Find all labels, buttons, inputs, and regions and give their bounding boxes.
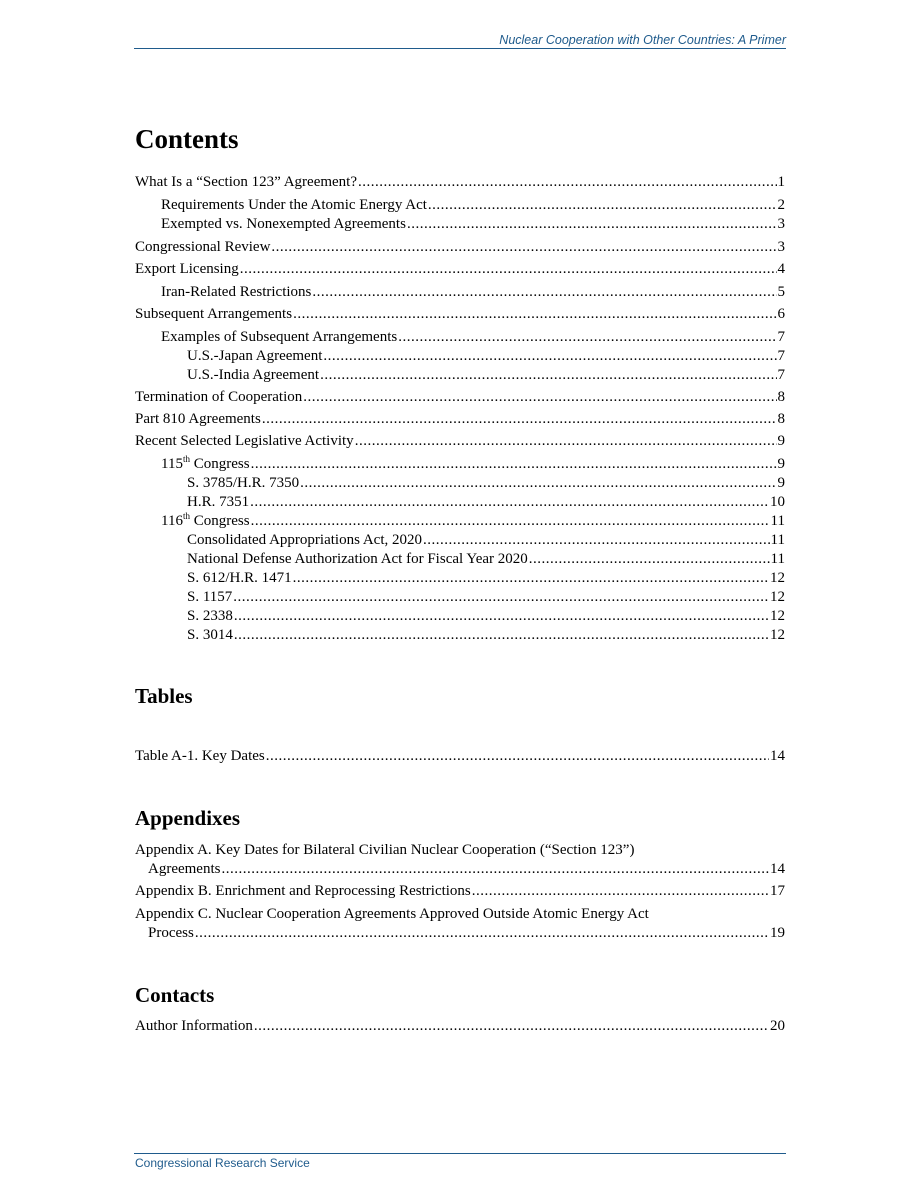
dot-leader xyxy=(293,305,776,324)
running-footer xyxy=(134,1153,786,1170)
page-number: 20 xyxy=(770,1018,785,1034)
page-number: 12 xyxy=(770,608,785,624)
dot-leader xyxy=(358,173,777,192)
page-number: 11 xyxy=(770,513,785,529)
dot-leader xyxy=(407,215,777,234)
toc-entry[interactable]: Termination of Cooperation ..... 8 xyxy=(135,388,785,407)
page-number: 3 xyxy=(777,239,785,255)
page-number: 12 xyxy=(770,589,785,605)
page-number: 12 xyxy=(770,570,785,586)
dot-leader xyxy=(423,531,770,550)
dot-leader xyxy=(529,550,770,569)
page-number: 6 xyxy=(777,306,785,322)
toc-entry[interactable]: Appendix B. Enrichment and Reprocessing Restrictions ..... 17 xyxy=(135,882,785,901)
dot-leader xyxy=(312,283,776,302)
dot-leader xyxy=(250,493,769,512)
dot-leader xyxy=(472,882,769,901)
toc-entry[interactable]: S. 1157 ..... 12 xyxy=(135,588,785,607)
dot-leader xyxy=(262,410,777,429)
dot-leader xyxy=(398,328,776,347)
toc-entry[interactable]: S. 3014 ..... 12 xyxy=(135,626,785,645)
running-header xyxy=(134,30,786,49)
page-number: 19 xyxy=(770,925,785,941)
toc-entry[interactable]: S. 612/H.R. 1471 ..... 12 xyxy=(135,569,785,588)
page-number: 4 xyxy=(777,261,785,277)
toc-entry[interactable]: Examples of Subsequent Arrangements ..... 7 xyxy=(135,328,785,347)
header-title: Nuclear Cooperation with Other Countries: A Primer xyxy=(499,33,786,47)
toc-entry[interactable]: U.S.-Japan Agreement ..... 7 xyxy=(135,347,785,366)
dot-leader xyxy=(240,260,777,279)
toc-entry[interactable]: Congressional Review ..... 3 xyxy=(135,238,785,257)
contents-heading: Contents xyxy=(135,124,239,154)
toc-entry[interactable]: 115th Congress ..... 9 xyxy=(135,455,785,474)
page-number: 5 xyxy=(777,284,785,300)
page-number: 3 xyxy=(777,216,785,232)
dot-leader xyxy=(300,474,776,493)
page-number: 17 xyxy=(770,883,785,899)
toc-entry[interactable]: Iran-Related Restrictions ..... 5 xyxy=(135,283,785,302)
toc-entry[interactable]: Author Information ..... 20 xyxy=(135,1017,785,1036)
dot-leader xyxy=(234,626,769,645)
page-number: 14 xyxy=(770,748,785,764)
toc-entry[interactable]: Requirements Under the Atomic Energy Act ..... 2 xyxy=(135,196,785,215)
toc-entry[interactable]: What Is a “Section 123” Agreement? ..... 1 xyxy=(135,173,785,192)
dot-leader xyxy=(428,196,777,215)
toc-entry[interactable]: S. 2338 ..... 12 xyxy=(135,607,785,626)
page-number: 11 xyxy=(770,532,785,548)
page-number: 9 xyxy=(777,433,785,449)
page-number: 8 xyxy=(777,411,785,427)
toc-entry[interactable]: Consolidated Appropriations Act, 2020 ..... 11 xyxy=(135,531,785,550)
page-number: 2 xyxy=(777,197,785,213)
page-number: 11 xyxy=(770,551,785,567)
dot-leader xyxy=(254,1017,769,1036)
page-number: 1 xyxy=(777,174,785,190)
contacts-heading: Contacts xyxy=(135,983,215,1007)
page-number: 12 xyxy=(770,627,785,643)
toc-entry[interactable]: Table A-1. Key Dates ..... 14 xyxy=(135,747,785,766)
page-number: 7 xyxy=(777,348,785,364)
page-number: 7 xyxy=(777,329,785,345)
dot-leader xyxy=(251,512,770,531)
appendixes-heading: Appendixes xyxy=(135,806,241,830)
dot-leader xyxy=(293,569,769,588)
toc-entry[interactable]: Export Licensing ..... 4 xyxy=(135,260,785,279)
toc-entry[interactable]: Exempted vs. Nonexempted Agreements ..... 3 xyxy=(135,215,785,234)
toc-entry[interactable]: U.S.-India Agreement ..... 7 xyxy=(135,366,785,385)
toc-entry[interactable]: Recent Selected Legislative Activity ..... 9 xyxy=(135,432,785,451)
dot-leader xyxy=(271,238,776,257)
dot-leader xyxy=(320,366,776,385)
dot-leader xyxy=(234,607,769,626)
page-number: 10 xyxy=(770,494,785,510)
dot-leader xyxy=(195,924,769,943)
dot-leader xyxy=(221,860,769,879)
footer-text: Congressional Research Service xyxy=(135,1156,310,1170)
dot-leader xyxy=(323,347,776,366)
toc-entry[interactable]: Subsequent Arrangements ..... 6 xyxy=(135,305,785,324)
toc-entry[interactable]: 116th Congress ..... 11 xyxy=(135,512,785,531)
toc-entry[interactable]: Appendix A. Key Dates for Bilateral Civilian Nuclear Cooperation (“Section 123”) Agreements ..... 14 xyxy=(135,841,785,879)
toc-entry[interactable]: National Defense Authorization Act for Fiscal Year 2020 ..... 11 xyxy=(135,550,785,569)
page-number: 7 xyxy=(777,367,785,383)
toc-entry[interactable]: H.R. 7351 ..... 10 xyxy=(135,493,785,512)
dot-leader xyxy=(266,747,769,766)
dot-leader xyxy=(355,432,777,451)
toc-entry[interactable]: Part 810 Agreements ..... 8 xyxy=(135,410,785,429)
tables-heading: Tables xyxy=(135,684,193,708)
toc-entry[interactable]: Appendix C. Nuclear Cooperation Agreements Approved Outside Atomic Energy Act Process ..... 19 xyxy=(135,905,785,943)
page-number: 9 xyxy=(777,456,785,472)
toc-entry[interactable]: S. 3785/H.R. 7350 ..... 9 xyxy=(135,474,785,493)
page-number: 14 xyxy=(770,861,785,877)
page-number: 8 xyxy=(777,389,785,405)
page-number: 9 xyxy=(777,475,785,491)
dot-leader xyxy=(233,588,769,607)
dot-leader xyxy=(303,388,776,407)
dot-leader xyxy=(251,455,777,474)
